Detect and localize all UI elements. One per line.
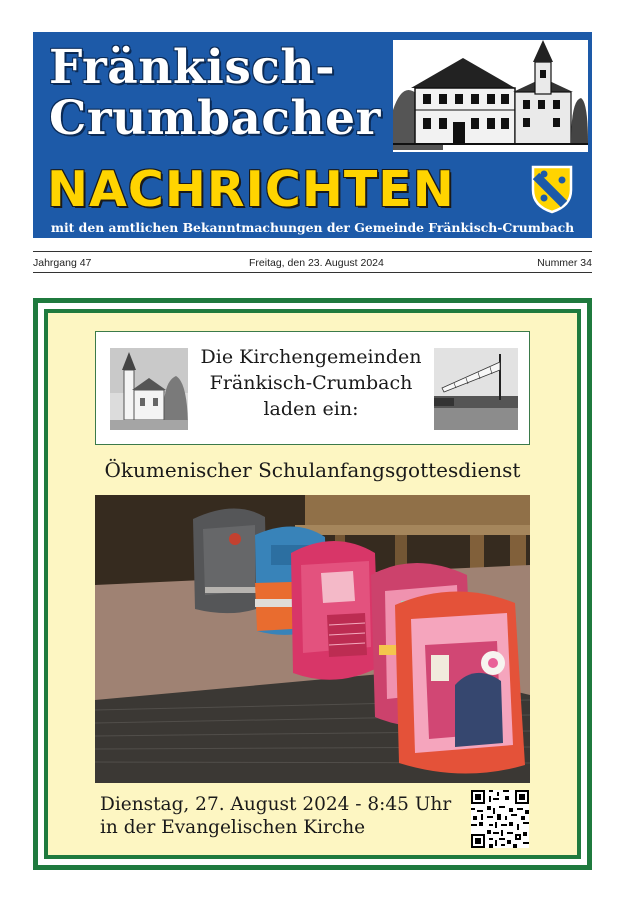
invite-line-1: Die Kirchengemeinden: [200, 346, 422, 368]
masthead-subtitle: mit den amtlichen Bekanntmachungen der Gemeinde Fränkisch-Crumbach: [50, 220, 575, 235]
title-line-1: Fränkisch-: [49, 40, 336, 95]
service-title: Ökumenischer Schulanfangsgottesdienst: [104, 458, 521, 482]
poster-frame-white: [38, 303, 587, 865]
issue-number: Nummer 34: [537, 257, 592, 269]
invite-line-2: Fränkisch-Crumbach: [209, 372, 413, 394]
invitation-box: [95, 331, 530, 445]
issue-info-bar: [33, 251, 592, 273]
town-hall-drawing: [393, 40, 588, 152]
catholic-church-photo: [110, 348, 188, 430]
title-line-2: Crumbacher: [49, 91, 381, 146]
poster-frame-inner: [44, 309, 581, 859]
event-date-time: Dienstag, 27. August 2024 - 8:45 Uhr: [100, 794, 452, 815]
qr-code-icon: [471, 790, 529, 848]
newspaper-title: [49, 42, 381, 144]
church-event-poster: [33, 298, 592, 870]
volume-label: Jahrgang 47: [33, 257, 92, 269]
coat-of-arms-icon: [530, 164, 574, 214]
invitation-text: [196, 344, 426, 422]
nachrichten-wordmark: NACHRICHTEN: [47, 162, 455, 218]
event-details: [100, 793, 460, 839]
invite-line-3: laden ein:: [263, 398, 359, 420]
poster-body: [48, 313, 577, 855]
newspaper-masthead: [33, 32, 592, 238]
issue-date: Freitag, den 23. August 2024: [249, 257, 384, 269]
event-location: in der Evangelischen Kirche: [100, 817, 366, 838]
protestant-church-photo: [434, 348, 518, 430]
school-backpacks-photo: [95, 495, 530, 783]
